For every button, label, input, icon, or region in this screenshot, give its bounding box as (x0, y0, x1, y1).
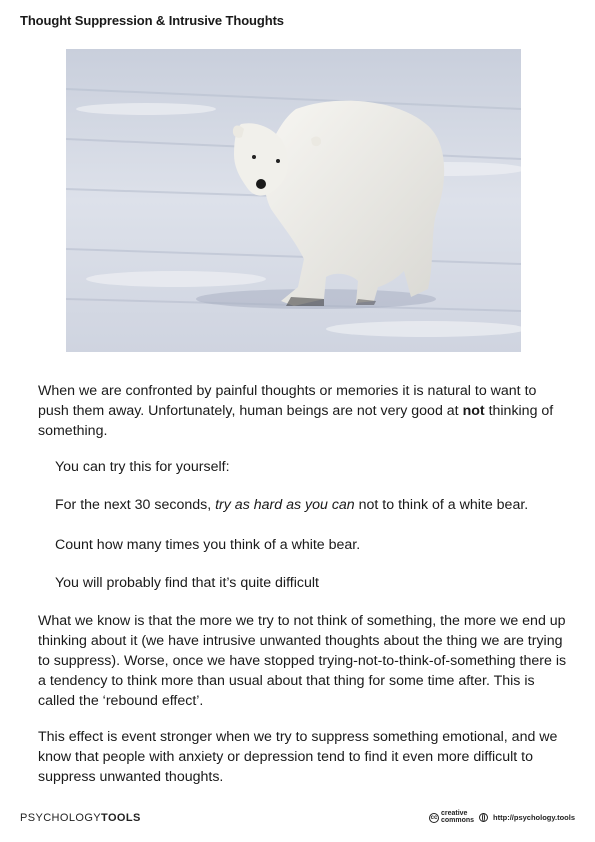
exercise-line-1: You can try this for yourself: (55, 459, 230, 475)
intro-text-end: thinking of something. (38, 403, 554, 439)
cc-line-1: creative (440, 810, 468, 817)
intro-text-start: When we are confronted by painful thoughts or memories it is natural to want to push them away. Unfortunately, human beings are not very good at (38, 383, 537, 419)
cc-line-2: commons (440, 816, 475, 824)
globe-icon (479, 813, 488, 822)
brand-logo (20, 812, 141, 824)
intro-paragraph (38, 381, 568, 441)
page-title: Thought Suppression & Intrusive Thoughts (20, 13, 284, 28)
polar-bear-photo (66, 49, 521, 352)
creative-commons-icon: cc (430, 814, 438, 821)
creative-commons-badge (429, 811, 474, 824)
exercise-line-2 (55, 495, 575, 515)
exercise-line-2-end: not to think of a white bear. (354, 497, 529, 513)
exercise-line-4: You will probably find that it’s quite difficult (55, 575, 319, 591)
exercise-line-2-italic: try as hard as you can (215, 497, 355, 513)
brand-prefix: PSYCHOLOGY (20, 812, 102, 824)
footer-url[interactable]: http://psychology.tools (493, 813, 575, 822)
rebound-paragraph: What we know is that the more we try to not think of something, the more we end up thinking about it (we have intrusive unwanted thoughts about the thing we are trying to suppress). Worse, once we have stopped trying-not-to-think-of-something there is a tendency to think more than usual about that thing for some time after. This is called the ‘rebound effect’. (38, 613, 567, 709)
exercise-line-3: Count how many times you think of a white bear. (55, 537, 361, 553)
footer-credits (429, 811, 575, 824)
intro-bold-word: not (462, 403, 485, 419)
emotional-paragraph: This effect is event stronger when we try to suppress something emotional, and we know that people with anxiety or depression tend to find it even more difficult to suppress unwanted thoughts. (38, 729, 558, 785)
brand-suffix: TOOLS (101, 812, 141, 824)
exercise-line-2-start: For the next 30 seconds, (55, 497, 216, 513)
creative-commons-text (441, 811, 474, 824)
